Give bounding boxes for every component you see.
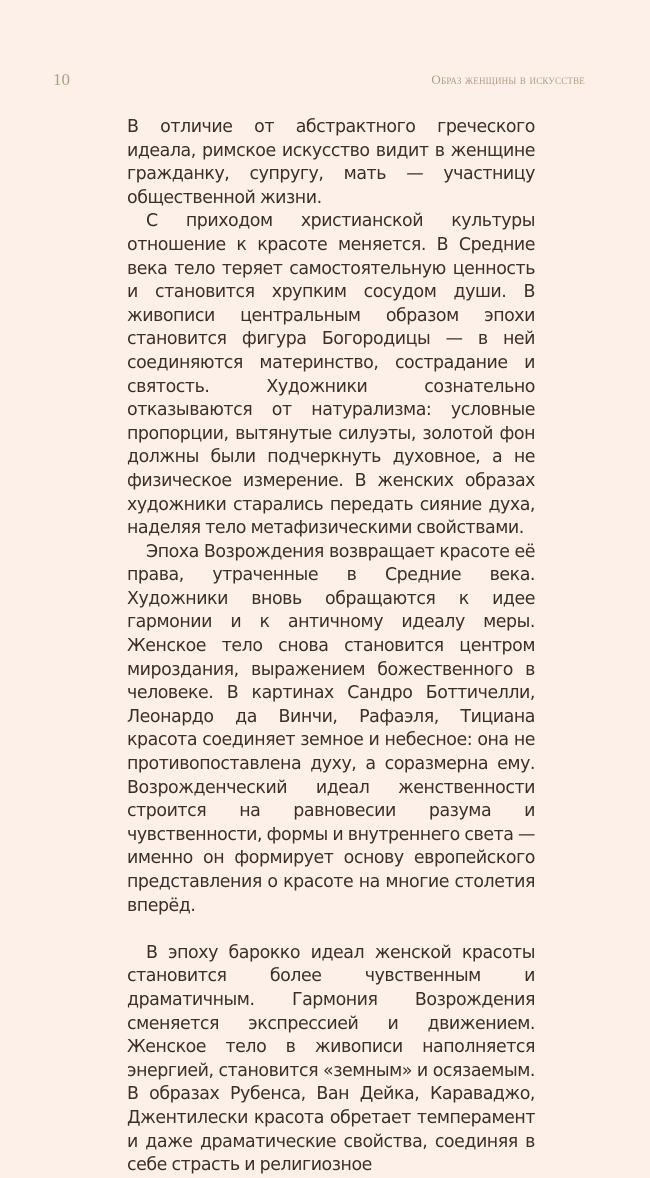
page-number: 10 (53, 70, 70, 89)
paragraph-middle-ages: С приходом христианской культуры отношение к красоте меняется. В Средние века тело теряет самостоятельную ценность и становится хрупким сосудом души. В живописи центральным образом эпохи становится фигура Богородицы — в ней соединяются материнство, сострадание и святость. Художники сознательно отказываются от натурализма: условные пропорции, вытянутые силуэты, золотой фон должны были подчеркнуть духовное, а не физическое измерение. В женских образах художники старались передать сияние духа, наделяя тело метафизическими свойствами. (127, 211, 535, 539)
body-text (127, 116, 535, 1178)
paragraph-baroque: В эпоху барокко идеал женской красоты становится более чувственным и драматичным. Гармония Возрождения сменяется экспрессией и движением. Женское тело в живописи наполняется энергией, становится «земным» и осязаемым. В образах Рубенса, Ван Дейка, Караваджо, Джентилески красота обретает темперамент и даже драматические свойства, соединяя в себе страсть и религиозное (127, 942, 535, 1176)
paragraph-roman-art: В отличие от абстрактного греческого идеала, римское искусство видит в женщине гражданку, супругу, мать — участницу общественной жизни. (127, 117, 535, 208)
running-head: Образ женщины в искусстве (431, 72, 585, 87)
paragraph-renaissance: Эпоха Возрождения возвращает красоте её права, утраченные в Средние века. Художники вновь обращаются к идее гармонии и к античному идеалу меры. Женское тело снова становится центром мироздания, выражением божественного в человеке. В картинах Сандро Боттичелли, Леонардо да Винчи, Рафаэля, Тициана красота соединяет земное и небесное: она не противопоставлена духу, а соразмерна ему. Возрожденческий идеал женственности строится на равновесии разума и чувственности, формы и внутреннего света — именно он формирует основу европейского представления о красоте на многие столетия вперёд. (127, 541, 535, 916)
